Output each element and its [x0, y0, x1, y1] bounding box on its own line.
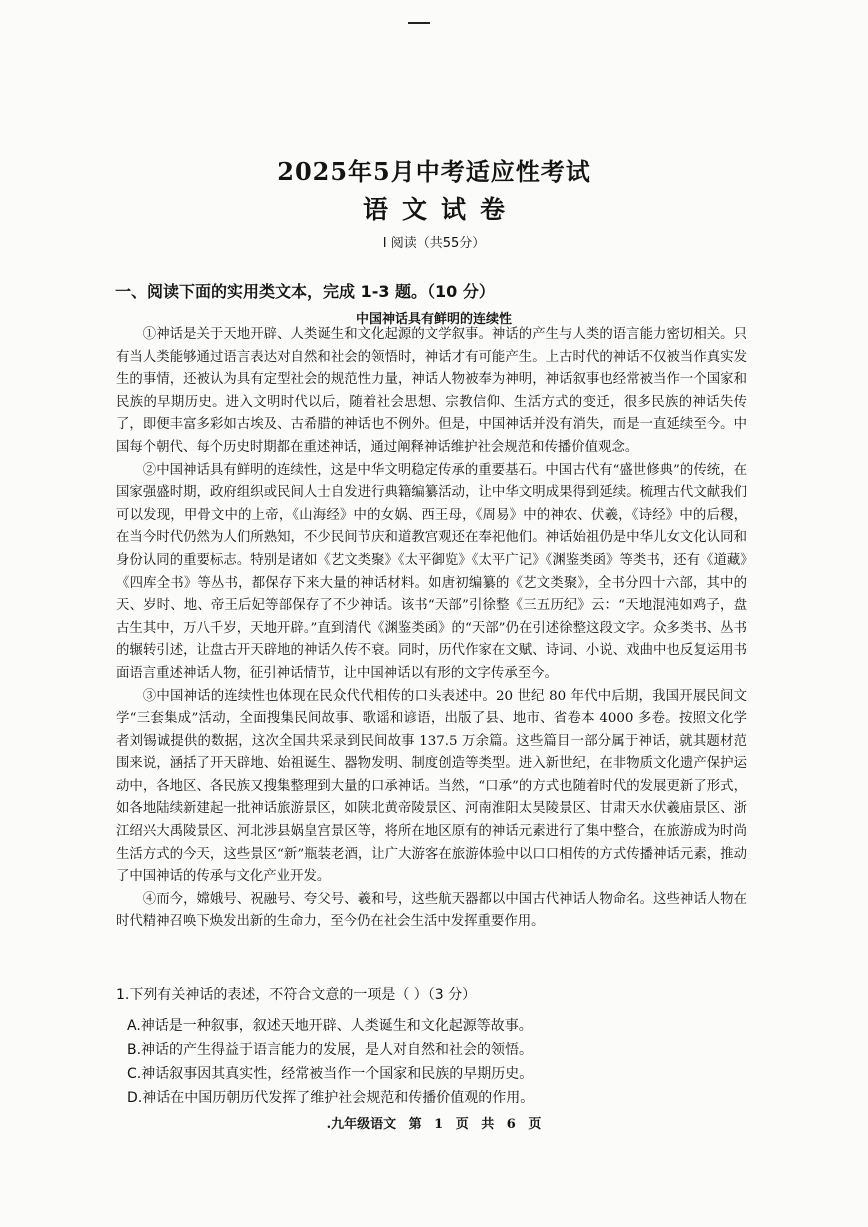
paragraph-3: ③中国神话的连续性也体现在民众代代相传的口头表述中。20 世纪 80 年代中后期，我国开展民间文学“三套集成”活动，全面搜集民间故事、歌谣和谚语，出版了县、地市、省卷本 4000 多卷。按照文化学者刘锡诚提供的数据，这次全国共采录到民间故事 137.5 万余篇。这些篇目一部分属于神话，就其题材范围来说，涵括了开天辟地、始祖诞生、器物发明、制度创造等类型。进入新世纪，在非物质文化遗产保护运动中，各地区、各民族又搜集整理到大量的口承神话。当然，“口承”的方式也随着时代的发展更新了形式，如各地陆续新建起一批神话旅游景区，如陕北黄帝陵景区、河南淮阳太昊陵景区、甘肃天水伏羲庙景区、浙江绍兴大禹陵景区、河北涉县娲皇宫景区等，将所在地区原有的神话元素进行了集中整合，在旅游成为时尚生活方式的今天，这些景区“新”瓶装老酒，让广大游客在旅游体验中以口口相传的方式传播神话元素，推动了中国神话的传承与文化产业开发。	[116, 688, 747, 885]
article-title: 中国神话具有鲜明的连续性	[355, 312, 512, 327]
paragraph-1: ①神话是关于天地开辟、人类诞生和文化起源的文学叙事。神话的产生与人类的语言能力密切相关。只有当人类能够通过语言表达对自然和社会的领悟时，神话才有可能产生。上古时代的神话不仅被当作真实发生的事情，还被认为具有定型社会的规范性力量，神话人物被奉为神明，神话叙事也经常被当作一个国家和民族的早期历史。进入文明时代以后，随着社会思想、宗教信仰、生活方式的变迁，很多民族的神话失传了，即便丰富多彩如古埃及、古希腊的神话也不例外。但是，中国神话并没有消失，而是一直延续至今。中国每个朝代、每个历史时期都在重述神话，通过阐释神话维护社会规范和传播价值观念。	[116, 327, 747, 455]
option-list	[116, 1014, 756, 1110]
top-rule	[408, 22, 430, 24]
section-heading: 一、阅读下面的实用类文本，完成 1-3 题。（10 分）	[115, 282, 495, 301]
page-footer: .九年级语文 第 1 页 共 6 页	[326, 1117, 542, 1132]
option-d: D.神话在中国历朝历代发挥了维护社会规范和传播价值观的作用。	[127, 1090, 535, 1106]
exam-title: 2025年5月中考适应性考试	[277, 157, 591, 186]
exam-subtitle: 语文试卷	[362, 195, 519, 224]
question-1	[116, 983, 756, 1110]
option-b: B.神话的产生得益于语言能力的发展，是人对自然和社会的领悟。	[127, 1042, 534, 1058]
option-c: C.神话叙事因其真实性，经常被当作一个国家和民族的早期历史。	[127, 1066, 534, 1082]
part-label: Ⅰ 阅读（共55分）	[382, 236, 486, 251]
question-stem: 1.下列有关神话的表述，不符合文意的一项是（ ）（3 分）	[116, 987, 477, 1003]
paragraph-4: ④而今，嫦娥号、祝融号、夸父号、羲和号，这些航天器都以中国古代神话人物命名。这些神话人物在时代精神召唤下焕发出新的生命力，至今仍在社会生活中发挥重要作用。	[116, 891, 747, 930]
paragraph-2: ②中国神话具有鲜明的连续性，这是中华文明稳定传承的重要基石。中国古代有“盛世修典”的传统，在国家强盛时期，政府组织或民间人士自发进行典籍编纂活动，让中华文明成果得到延续。梳理古代文献我们可以发现，甲骨文中的上帝，《山海经》中的女娲、西王母，《周易》中的神农、伏羲，《诗经》中的后稷，在当今时代仍然为人们所熟知，不少民间节庆和道教宫观还在奉祀他们。神话始祖仍是中华儿女文化认同和身份认同的重要标志。特别是诸如《艺文类聚》《太平御览》《太平广记》《渊鉴类函》等类书，还有《道藏》《四库全书》等丛书，都保存下来大量的神话材料。如唐初编纂的《艺文类聚》，全书分四十六部，其中的天、岁时、地、帝王后妃等部保存了不少神话。该书“天部”引徐整《三五历纪》云：“天地混沌如鸡子，盘古生其中，万八千岁，天地开辟。”直到清代《渊鉴类函》的“天部”仍在引述徐整这段文字。众多类书、丛书的辗转引述，让盘古开天辟地的神话久传不衰。同时，历代作家在文赋、诗词、小说、戏曲中也反复运用书面语言重述神话人物，征引神话情节，让中国神话以有形的文字传承至今。	[116, 462, 747, 681]
option-a: A.神话是一种叙事，叙述天地开辟、人类诞生和文化起源等故事。	[127, 1018, 533, 1034]
article-body	[116, 324, 747, 934]
